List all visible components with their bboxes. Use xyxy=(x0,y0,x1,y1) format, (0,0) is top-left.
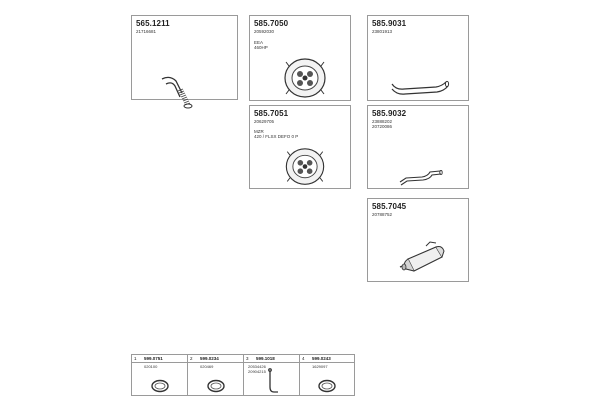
item-number: 1 xyxy=(134,356,137,361)
exhaust-pipe-icon xyxy=(160,71,205,111)
part-ref: 20720086 xyxy=(372,124,393,129)
item-number: 2 xyxy=(190,356,193,361)
accessory-ref: 20534426 xyxy=(248,364,266,369)
part-number: 565.1211 xyxy=(136,19,170,28)
silencer-icon xyxy=(396,241,448,277)
part-card-585-7050 xyxy=(249,15,351,101)
catalytic-muffler-icon xyxy=(280,146,330,188)
accessory-part-number: 599.1018 xyxy=(256,356,275,361)
clamp-icon xyxy=(317,379,337,393)
accessory-ref: 20904215 xyxy=(248,369,266,374)
accessory-cell xyxy=(188,355,244,395)
part-number: 585.9031 xyxy=(372,19,407,28)
accessory-cell xyxy=(244,355,300,395)
clamp-icon xyxy=(206,379,226,393)
accessory-ref: 020100 xyxy=(144,364,158,369)
part-card-585-7051 xyxy=(249,105,351,189)
part-number: 585.7045 xyxy=(372,202,407,211)
part-number: 585.7050 xyxy=(254,19,289,28)
hanger-icon xyxy=(266,367,280,395)
part-ref: 23801913 xyxy=(372,29,393,34)
part-ref: 460HP xyxy=(254,45,268,50)
part-card-585-7045 xyxy=(367,198,469,282)
accessory-ref: 1629097 xyxy=(312,364,328,369)
part-ref: 20592030 xyxy=(254,29,275,34)
accessory-part-number: 599.0234 xyxy=(200,356,219,361)
part-ref: 21716681 xyxy=(136,29,157,34)
accessory-cell xyxy=(132,355,188,395)
accessory-cell xyxy=(300,355,354,395)
accessory-ref: 020469 xyxy=(200,364,214,369)
part-card-585-9031 xyxy=(367,15,469,101)
part-number: 585.7051 xyxy=(254,109,289,118)
catalytic-muffler-icon xyxy=(280,56,330,101)
bent-pipe-icon xyxy=(398,168,443,186)
part-ref: 20788752 xyxy=(372,212,393,217)
part-number: 585.9032 xyxy=(372,109,407,118)
accessory-part-number: 599.0243 xyxy=(312,356,331,361)
accessory-part-number: 599.0751 xyxy=(144,356,163,361)
part-ref: EEA xyxy=(254,40,264,45)
part-ref: 23888202 xyxy=(372,119,393,124)
part-ref: MZR xyxy=(254,129,264,134)
accessories-strip xyxy=(131,354,355,396)
part-card-585-9032 xyxy=(367,105,469,189)
clamp-icon xyxy=(150,379,170,393)
part-card-565-1211 xyxy=(131,15,238,100)
part-ref: 420 / FLSX DEFO 0 P xyxy=(254,134,299,139)
item-number: 3 xyxy=(246,356,249,361)
item-number: 4 xyxy=(302,356,305,361)
part-ref: 20629705 xyxy=(254,119,275,124)
bent-pipe-icon xyxy=(390,78,450,98)
